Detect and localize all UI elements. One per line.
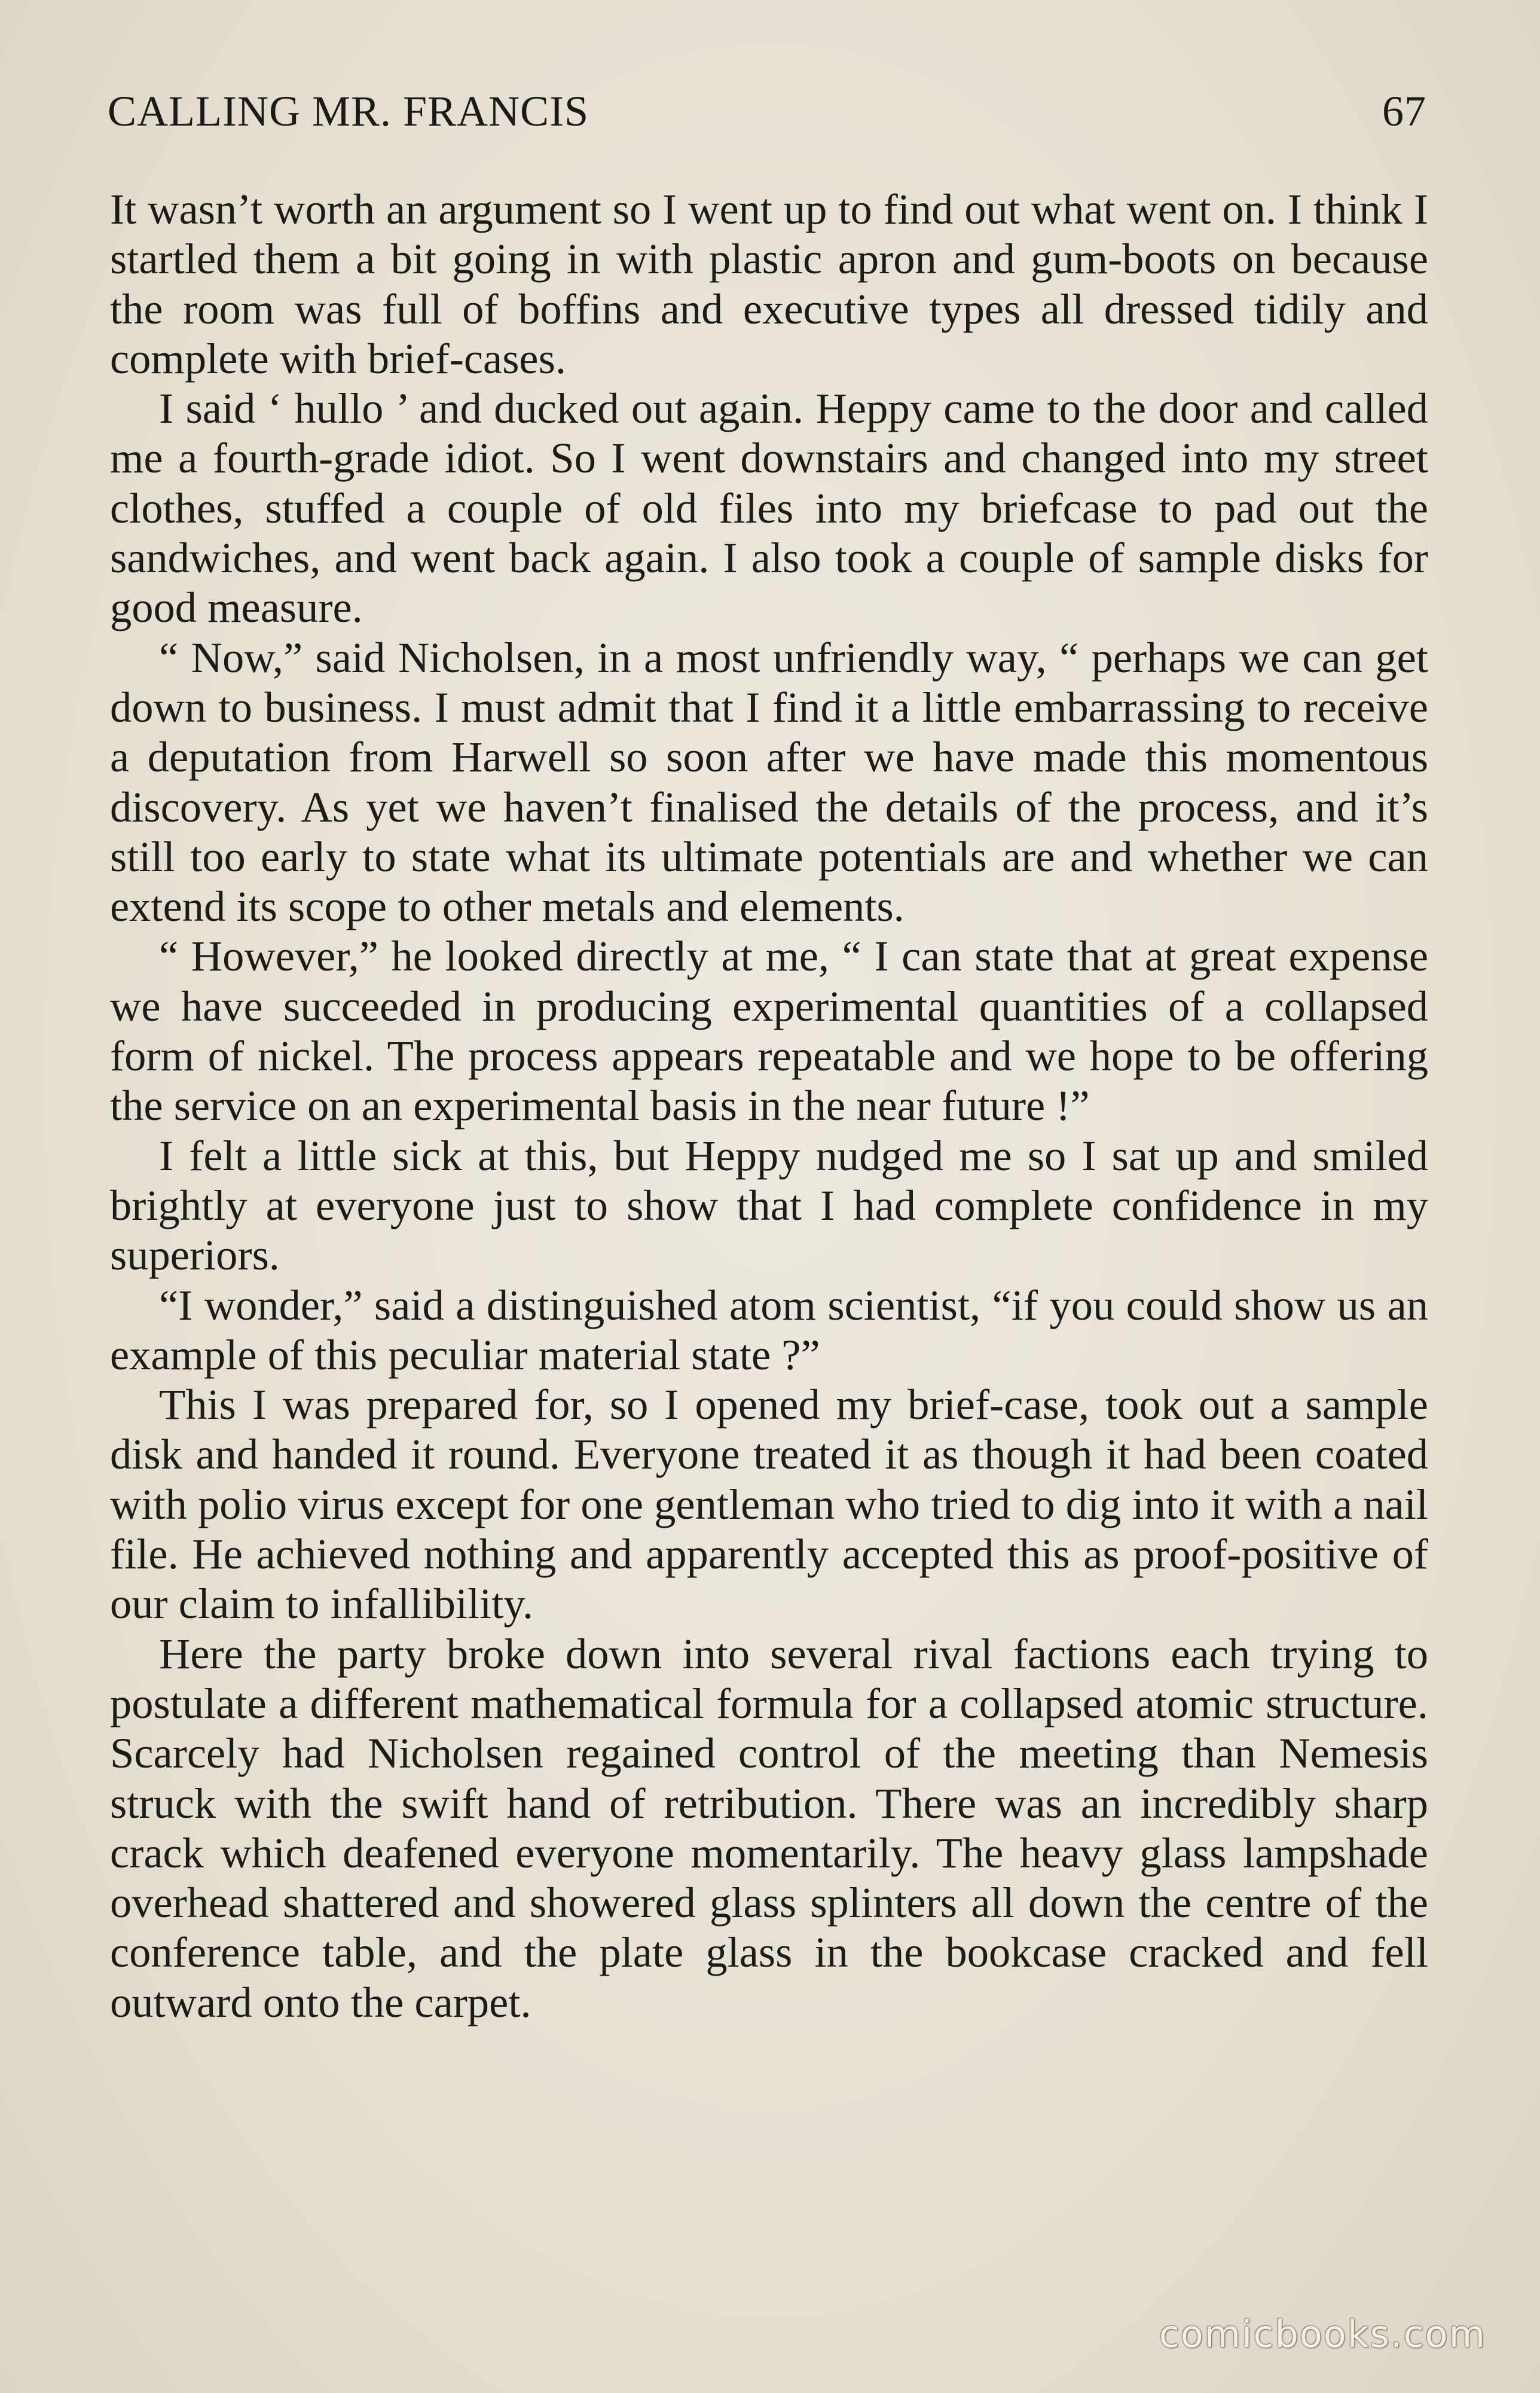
running-head: CALLING MR. FRANCIS <box>108 87 589 135</box>
watermark: comicbooks.com <box>1159 2312 1486 2356</box>
page-number: 67 <box>1382 87 1426 135</box>
paragraph: “ Now,” said Nicholsen, in a most unfriendly way, “ perhaps we can get down to business. I must admit that I find it a little embarrassing to receive a deputation from Harwell so soon after we have made this momentous discovery. As yet we haven’t finalised the details of the process, and it’s still too early to state what its ultimate potentials are and whether we can extend its scope to other metals and elements. <box>110 633 1428 931</box>
paragraph: I felt a little sick at this, but Heppy nudged me so I sat up and smiled brightly at everyone just to show that I had complete confidence in my superiors. <box>110 1131 1428 1280</box>
body-text <box>110 184 1428 2027</box>
page-header <box>108 87 1426 146</box>
paragraph: This I was prepared for, so I opened my brief-case, took out a sample disk and handed it round. Everyone treated it as though it had been coated with polio virus except for one gentleman who tried to dig into it with a nail file. He achieved nothing and apparently accepted this as proof-positive of our claim to infallibility. <box>110 1380 1428 1628</box>
paragraph: I said ‘ hullo ’ and ducked out again. Heppy came to the door and called me a fourth-grade idiot. So I went downstairs and changed into my street clothes, stuffed a couple of old files into my briefcase to pad out the sandwiches, and went back again. I also took a couple of sample disks for good measure. <box>110 384 1428 632</box>
paragraph: “ However,” he looked directly at me, “ I can state that at great expense we have succeeded in producing experimental quantities of a collapsed form of nickel. The process appears repeatable and we hope to be offering the service on an experimental basis in the near future !” <box>110 932 1428 1130</box>
paragraph: Here the party broke down into several rival factions each trying to postulate a different mathematical formula for a collapsed atomic structure. Scarcely had Nicholsen regained control of the meeting than Nemesis struck with the swift hand of retribution. There was an incredibly sharp crack which deafened everyone momentarily. The heavy glass lampshade overhead shattered and showered glass splinters all down the centre of the conference table, and the plate glass in the bookcase cracked and fell outward onto the carpet. <box>110 1629 1428 2026</box>
paragraph: “I wonder,” said a distinguished atom scientist, “if you could show us an example of this peculiar material state ?” <box>110 1280 1428 1379</box>
paragraph: It wasn’t worth an argument so I went up to find out what went on. I think I startled them a bit going in with plastic apron and gum-boots on because the room was full of boffins and executive types all dressed tidily and complete with brief-cases. <box>110 185 1428 383</box>
